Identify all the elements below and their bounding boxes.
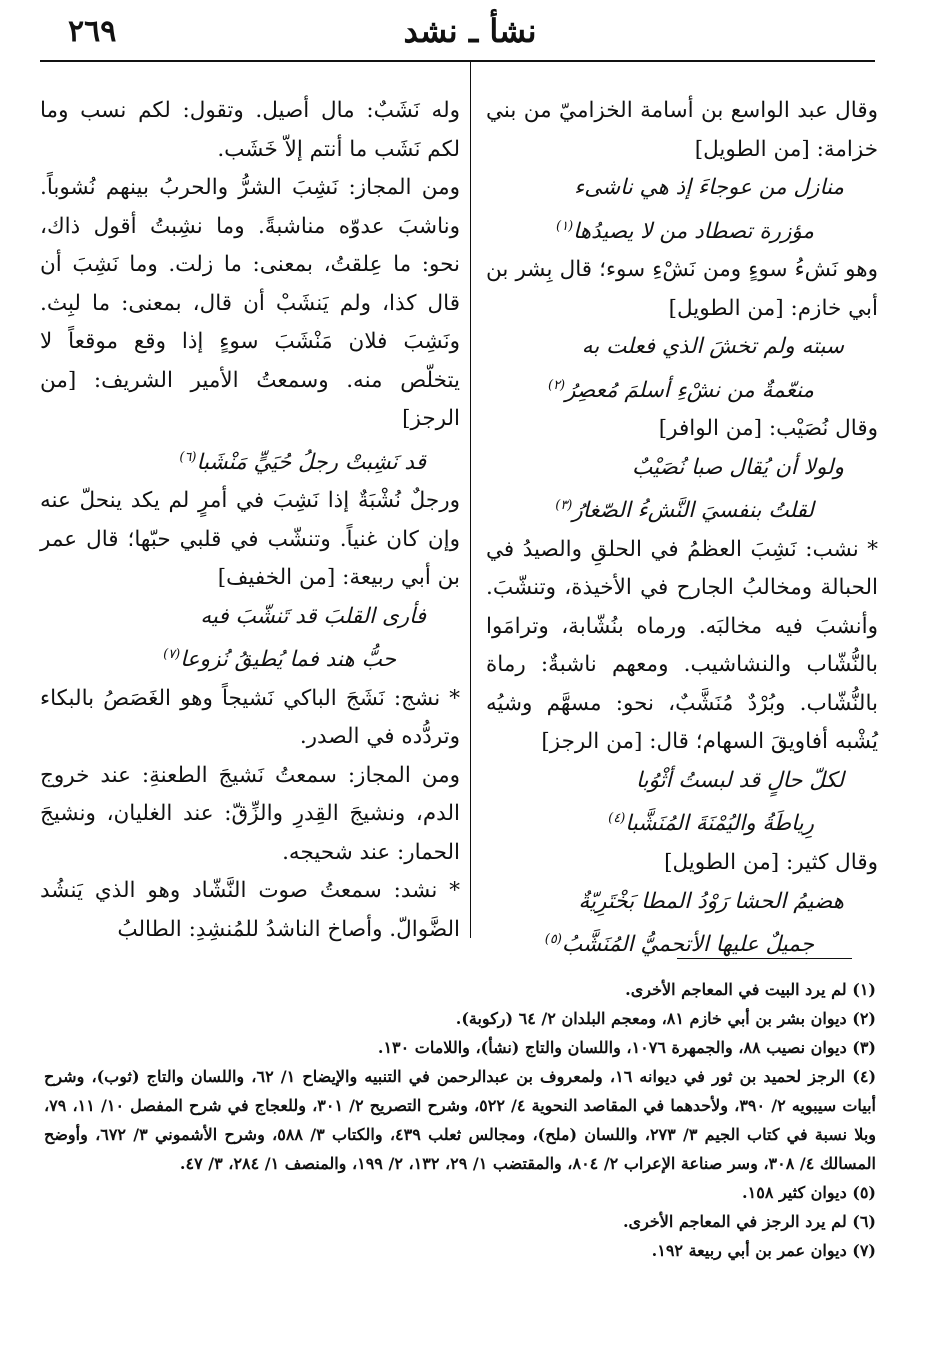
- paragraph-text: لكلّ حالٍ قد لبستُ أثْوُبا: [636, 767, 844, 793]
- paragraph-text: لقلتُ بنفسيَ النَّشءُ الصّغارُ: [572, 498, 814, 524]
- paragraph-text: ومن المجاز: سمعتُ نَشيجَ الطعنةِ: عند خروج الدم، ونشيجَ القِدرِ والزِّقّ: عند الغليان، ونشيجَ الحمار: عند شحيجه.: [40, 762, 460, 865]
- footnote-marker: (٥): [544, 932, 562, 948]
- running-title: نشأ ـ نشد: [403, 12, 537, 50]
- paragraph-text: سبته ولم تخشَ الذي فعلت به: [581, 334, 844, 360]
- verse-line: [486, 883, 878, 922]
- paragraph-text: مؤزرة تصطاد من لا يصيدُها: [573, 218, 814, 244]
- verse-line: [486, 328, 878, 367]
- paragraph: [40, 482, 460, 598]
- footnotes: [44, 975, 876, 1265]
- page-number: ٢٦٩: [68, 14, 117, 49]
- paragraph-text: * نشد: سمعتُ صوت النَّشّاد وهو الذي يَنشُد الضَّوالّ. وأصاخ الناشدُ للمُنشِدِ: الطالبُ: [40, 878, 460, 942]
- footnote: (٦) لم يرد الرجز في المعاجم الأخرى.: [622, 1212, 876, 1231]
- footnote-marker: (٢): [547, 377, 566, 393]
- footnote-marker: (٧): [163, 647, 181, 663]
- footnote-rule: [677, 958, 852, 959]
- verse-line: [40, 636, 460, 680]
- paragraph-text: وهو نَشءُ سوءٍ ومن نَشْءِ سوء؛ قال بِشر بن أبي خازم: [من الطويل]: [486, 257, 878, 321]
- paragraph-text: هضيمُ الحشا رَوْدُ المطا بَخْتَرِيّةٌ: [578, 888, 844, 914]
- paragraph: [40, 92, 460, 169]
- verse-line: [486, 800, 878, 844]
- header-rule: [40, 60, 875, 62]
- page-header: [40, 6, 900, 60]
- paragraph-text: منازل من عوجاءَ إذ هي ناشىء: [574, 175, 844, 200]
- footnote-marker: (٦): [179, 449, 197, 465]
- footnote-marker: (١): [556, 218, 574, 234]
- verse-line: [40, 439, 460, 483]
- paragraph-text: وقال عبد الواسع بن أسامة الخزاميّ من بني خزامة: [من الطويل]: [486, 98, 878, 162]
- paragraph-text: وقال كثير: [من الطويل]: [664, 850, 878, 876]
- paragraph: [486, 92, 878, 169]
- footnote: (٧) ديوان عمر بن أبي ربيعة ١٩٢.: [651, 1241, 876, 1260]
- verse-line: [40, 598, 460, 637]
- paragraph-text: حبُّ هند فما يُطيقُ نُزوعا: [180, 647, 396, 673]
- verse-line: [486, 762, 878, 801]
- paragraph-text: ورجلٌ نُشْبَةٌ إذا نَشِبَ في أمرٍ لم يكد ينحلّ عنه وإن كان غنياً. وتنشّب في قلبي حبّها؛ قال عمر بن أبي ربيعة: [من الخفيف]: [40, 488, 460, 591]
- verse-line: [486, 367, 878, 411]
- verse-line: [486, 487, 878, 531]
- paragraph: [40, 169, 460, 439]
- paragraph-text: * نشج: نَشَجَ الباكي نَشيجاً وهو الغَصَصُ بالبكاء وتردُّده في الصدر.: [40, 685, 460, 750]
- paragraph: [486, 251, 878, 328]
- footnote: (١) لم يرد البيت في المعاجم الأخرى.: [625, 980, 876, 999]
- paragraph-text: ومن المجاز: نَشِبَ الشرُّ والحربُ بينهم نُشوباً. وناشبَ عدوّه مناشبةً. وما نشِبتُ أقول ذاك، نحو: ما عِلقتُ، بمعنى: ما زلت. وما نَشِبَ أن قال كذا، ولم يَنشَبْ أن قال، بمعنى: ما لبِث. ونَشِبَ فلان مَنْشَبَ سوءٍ إذا وقع موقعاً لا يتخلّص منه. وسمعتُ الأمير الشريف: [من الرجز]: [40, 175, 460, 431]
- paragraph-text: * نشب: نَشِبَ العظمُ في الحلقِ والصيدُ في الحبالة ومخالبُ الجارح في الأخيذة، وتنشّبَ. وأنشبَ فيه مخالبَه. ورماه بنُشّابة، وترامَوا بالنُّشّاب والنشاشيب. ومعهم ناشبةٌ: رماة بالنُّشّاب. وبُرْدٌ مُنَشَّبٌ، نحو: مسهَّم وشيُه يُشْبه أفاويقَ السهام؛ قال: [من الرجز]: [486, 536, 878, 755]
- verse-line: [486, 449, 878, 488]
- left-column: [40, 92, 460, 949]
- paragraph-text: فأرى القلبَ قد تَنشّبَ فيه: [200, 603, 426, 629]
- paragraph-text: وقال نُصَيْب: [من الوافر]: [658, 416, 878, 442]
- paragraph-text: قد نَشِبتْ رجلُ حُيَيٍّ مَنْشَبا: [196, 449, 426, 475]
- footnote-marker: (٣): [555, 498, 573, 514]
- paragraph-text: رِياطَةُ واليُمْنَةَ المُنَشَّبا: [625, 811, 814, 837]
- right-column: [486, 92, 878, 965]
- footnote: (٣) ديوان نصيب ٨٨، والجمهرة ١٠٧٦، واللسان والتاج (نشأ)، واللامات ١٣٠.: [377, 1038, 876, 1057]
- paragraph: [40, 757, 460, 873]
- paragraph: [486, 531, 878, 762]
- footnote: (٤) الرجز لحميد بن ثور في ديوانه ١٦، ولمعروف بن عبدالرحمن في التنبيه والإيضاح ١/ ٦٢، واللسان والتاج (ثوب)، وشرح أبيات سيبويه ٢/ ٣٩٠، ولأحدهما في المقاصد النحوية ٤/ ٥٢٢، وشرح التصريح ٢/ ٣٠١، وللعجاج في شرح المفصل ١٠/ ١١، ٧٩، وبلا نسبة في كتاب الجيم ٣/ ٢٧٣، واللسان (ملح)، ومجالس ثعلب ٤٣٩، والكتاب ٣/ ٥٨٨، وشرح الأشموني ٣/ ٦٧٢، وأوضح المسالك ٤/ ٣٠٨، وسر صناعة الإعراب ٢/ ٨٠٤، والمقتضب ١/ ٢٩، ١٣٢، ٢/ ١٩٩، والمنصف ١/ ٢٨٤، ٣/ ٤٧.: [44, 1067, 877, 1173]
- verse-line: [486, 208, 878, 252]
- paragraph-text: وله نَشَبٌ: مال أصيل. وتقول: لكم نسب وما لكم نَشَب ما أنتم إلاّ خَشَب.: [40, 98, 460, 162]
- paragraph-text: منعّمةٌ من نشْءِ أسلمَ مُعصِرُ: [565, 377, 814, 403]
- footnote: (٢) ديوان بشر بن أبي خازم ٨١، ومعجم البلدان ٢/ ٦٤ (ركوبة).: [455, 1009, 876, 1028]
- paragraph-text: ولولا أن يُقال صبا نُصَيْبٌ: [632, 454, 844, 480]
- footnote: (٥) ديوان كثير ١٥٨.: [742, 1183, 876, 1202]
- paragraph: [40, 872, 460, 949]
- verse-line: [486, 169, 878, 208]
- paragraph: [486, 844, 878, 883]
- paragraph-text: جميلٌ عليها الأتحميُّ المُنَشَّبُ: [561, 932, 814, 958]
- footnote-marker: (٤): [608, 811, 626, 827]
- column-divider: [470, 62, 471, 938]
- paragraph: [486, 410, 878, 449]
- paragraph: [40, 680, 460, 757]
